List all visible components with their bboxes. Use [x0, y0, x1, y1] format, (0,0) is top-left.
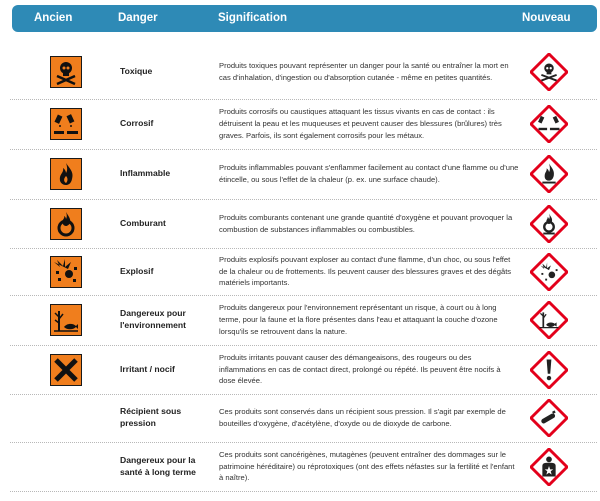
- ghs-gas-cylinder-icon: [530, 399, 568, 437]
- header-meaning: Signification: [218, 12, 287, 24]
- table-row: [10, 248, 597, 296]
- table-row: [10, 345, 597, 395]
- table-header: [12, 5, 597, 32]
- danger-label: Comburant: [120, 217, 166, 228]
- danger-label: Récipient sous pression: [120, 406, 182, 428]
- table-row: [10, 44, 597, 100]
- saint-andrew-cross-icon: [50, 354, 82, 386]
- header-old: Ancien: [34, 12, 73, 24]
- danger-label: Irritant / nocif: [120, 363, 175, 374]
- ghs-health-hazard-icon: [530, 448, 568, 486]
- ghs-environment-icon: [530, 301, 568, 339]
- header-danger: Danger: [118, 12, 158, 24]
- corrosion-icon: [50, 108, 82, 140]
- exploding-bomb-icon: [50, 256, 82, 288]
- danger-label: Toxique: [120, 65, 153, 76]
- table-row: [10, 295, 597, 346]
- danger-label: Corrosif: [120, 118, 154, 129]
- table-row: [10, 442, 597, 492]
- meaning-text: Produits comburants contenant une grande quantité d'oxygène et pouvant provoquer la combustion de substances inflammables ou combustibles.: [219, 212, 513, 234]
- table-row: [10, 394, 597, 443]
- ghs-exploding-bomb-icon: [530, 253, 568, 291]
- environment-icon: [50, 304, 82, 336]
- flame-icon: [50, 158, 82, 190]
- danger-label: Explosif: [120, 265, 154, 276]
- ghs-flame-icon: [530, 155, 568, 193]
- skull-crossbones-icon: [50, 56, 82, 88]
- ghs-exclamation-mark-icon: [530, 351, 568, 389]
- table-row: [10, 199, 597, 249]
- flame-over-circle-icon: [50, 208, 82, 240]
- danger-label: Dangereux pour l'environnement: [120, 308, 187, 330]
- meaning-text: Ces produits sont conservés dans un récipient sous pression. Il s'agit par exemple de bouteilles d'oxygène, d'acétylène, d'oxyde ou de dioxyde de carbone.: [219, 407, 506, 428]
- table-row: [10, 149, 597, 200]
- meaning-text: Produits inflammables pouvant s'enflammer facilement au contact d'une flamme ou d'une étincelle, ou sous l'effet de la chaleur (p. ex. une surface chaude).: [219, 163, 519, 184]
- ghs-corrosion-icon: [530, 105, 568, 143]
- meaning-text: Produits toxiques pouvant représenter un danger pour la santé ou entraîner la mort en cas d'inhalation, d'ingestion ou d'absorption cutanée - même en petites quantités.: [219, 60, 509, 82]
- meaning-text: Produits dangereux pour l'environnement représentant un risque, à court ou à long terme, pour la faune et la flore présentes dans l'eau et attaquant la couche d'ozone lorsqu'ils se retrouvent dans la nature.: [219, 303, 498, 336]
- danger-label: Dangereux pour la santé à long terme: [120, 454, 196, 477]
- ghs-skull-crossbones-icon: [530, 53, 568, 91]
- meaning-text: Produits corrosifs ou caustiques attaquant les tissus vivants en cas de contact : ils détruisent la peau et les muqueuses et peuvent causer des blessures (brûlures) très graves. Parfois, ils sont également corrosifs pour les métaux.: [219, 107, 502, 140]
- table-row: [10, 99, 597, 150]
- danger-label: Inflammable: [120, 168, 171, 179]
- meaning-text: Produits irritants pouvant causer des démangeaisons, des rougeurs ou des inflammations en cas de contact direct, prolongé ou répété. Ils peuvent être nocifs à dose élevée.: [219, 352, 501, 386]
- header-new: Nouveau: [522, 12, 571, 24]
- meaning-text: Produits explosifs pouvant exploser au contact d'une flamme, d'un choc, ou sous l'effet de la chaleur ou de frottements. Ils peuvent causer des blessures graves et des dégâts matériels importants.: [219, 254, 512, 288]
- ghs-flame-over-circle-icon: [530, 205, 568, 243]
- meaning-text: Ces produits sont cancérigènes, mutagènes (peuvent entraîner des dommages sur le patrimoine héréditaire) ou réprotoxiques (ont des effets néfastes sur la fertilité et l'enfant à naître).: [219, 449, 515, 483]
